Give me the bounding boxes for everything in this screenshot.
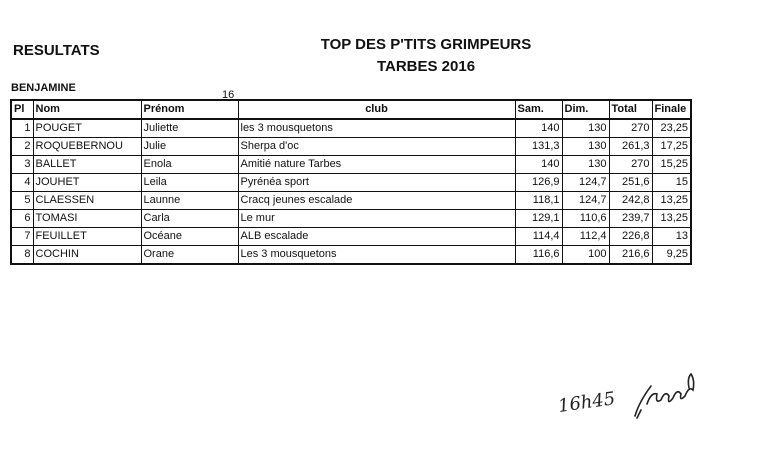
category-label: BENJAMINE xyxy=(11,82,76,94)
handwritten-time-and-signature xyxy=(555,352,705,432)
event-subtitle: TARBES 2016 xyxy=(376,58,476,75)
results-heading: RESULTATS xyxy=(13,42,100,59)
cell-samedi: 126,9 xyxy=(515,174,562,192)
cell-finale: 15,25 xyxy=(652,156,691,174)
cell-samedi: 140 xyxy=(515,119,562,138)
cell-club: Sherpa d'oc xyxy=(238,138,515,156)
cell-dimanche: 130 xyxy=(562,138,609,156)
cell-prenom: Enola xyxy=(141,156,238,174)
participant-count: 16 xyxy=(222,89,235,101)
cell-club: ALB escalade xyxy=(238,228,515,246)
cell-samedi: 129,1 xyxy=(515,210,562,228)
cell-dimanche: 112,4 xyxy=(562,228,609,246)
column-header-samedi: Sam. xyxy=(515,100,562,119)
cell-nom: JOUHET xyxy=(33,174,141,192)
table-row xyxy=(11,156,691,174)
cell-nom: FEUILLET xyxy=(33,228,141,246)
handwritten-time: 16h45 xyxy=(556,388,617,417)
cell-total: 239,7 xyxy=(609,210,652,228)
results-table xyxy=(10,99,692,265)
cell-total: 251,6 xyxy=(609,174,652,192)
cell-total: 261,3 xyxy=(609,138,652,156)
cell-club: les 3 mousquetons xyxy=(238,119,515,138)
cell-total: 242,8 xyxy=(609,192,652,210)
cell-nom: BALLET xyxy=(33,156,141,174)
cell-finale: 17,25 xyxy=(652,138,691,156)
cell-club: Les 3 mousquetons xyxy=(238,246,515,265)
cell-nom: TOMASI xyxy=(33,210,141,228)
cell-club: Pyrénéa sport xyxy=(238,174,515,192)
cell-samedi: 116,6 xyxy=(515,246,562,265)
cell-total: 270 xyxy=(609,119,652,138)
column-header-nom: Nom xyxy=(33,100,141,119)
cell-place: 3 xyxy=(11,156,33,174)
event-title: TOP DES P'TITS GRIMPEURS xyxy=(320,36,532,53)
cell-finale: 13 xyxy=(652,228,691,246)
cell-total: 270 xyxy=(609,156,652,174)
table-row xyxy=(11,119,691,138)
cell-place: 4 xyxy=(11,174,33,192)
cell-prenom: Océane xyxy=(141,228,238,246)
cell-finale: 9,25 xyxy=(652,246,691,265)
column-header-prenom: Prénom xyxy=(141,100,238,119)
cell-dimanche: 124,7 xyxy=(562,192,609,210)
cell-dimanche: 130 xyxy=(562,119,609,138)
cell-club: Amitié nature Tarbes xyxy=(238,156,515,174)
cell-nom: CLAESSEN xyxy=(33,192,141,210)
cell-total: 216,6 xyxy=(609,246,652,265)
cell-nom: ROQUEBERNOU xyxy=(33,138,141,156)
cell-dimanche: 124,7 xyxy=(562,174,609,192)
cell-finale: 13,25 xyxy=(652,210,691,228)
cell-finale: 13,25 xyxy=(652,192,691,210)
cell-prenom: Juliette xyxy=(141,119,238,138)
cell-prenom: Carla xyxy=(141,210,238,228)
cell-prenom: Julie xyxy=(141,138,238,156)
cell-place: 2 xyxy=(11,138,33,156)
cell-club: Le mur xyxy=(238,210,515,228)
cell-samedi: 131,3 xyxy=(515,138,562,156)
cell-samedi: 114,4 xyxy=(515,228,562,246)
cell-total: 226,8 xyxy=(609,228,652,246)
cell-samedi: 118,1 xyxy=(515,192,562,210)
table-row xyxy=(11,192,691,210)
signature xyxy=(635,374,694,418)
table-row xyxy=(11,228,691,246)
column-header-club: club xyxy=(238,100,515,119)
cell-samedi: 140 xyxy=(515,156,562,174)
column-header-total: Total xyxy=(609,100,652,119)
cell-place: 1 xyxy=(11,119,33,138)
table-row xyxy=(11,210,691,228)
column-header-finale: Finale xyxy=(652,100,691,119)
table-header-row xyxy=(11,100,691,119)
table-row xyxy=(11,246,691,265)
cell-place: 7 xyxy=(11,228,33,246)
cell-dimanche: 100 xyxy=(562,246,609,265)
table-row xyxy=(11,174,691,192)
cell-place: 6 xyxy=(11,210,33,228)
cell-place: 8 xyxy=(11,246,33,265)
table-row xyxy=(11,138,691,156)
cell-nom: POUGET xyxy=(33,119,141,138)
cell-prenom: Leila xyxy=(141,174,238,192)
cell-finale: 23,25 xyxy=(652,119,691,138)
cell-prenom: Orane xyxy=(141,246,238,265)
column-header-dimanche: Dim. xyxy=(562,100,609,119)
cell-finale: 15 xyxy=(652,174,691,192)
cell-dimanche: 130 xyxy=(562,156,609,174)
cell-prenom: Launne xyxy=(141,192,238,210)
cell-nom: COCHIN xyxy=(33,246,141,265)
cell-dimanche: 110,6 xyxy=(562,210,609,228)
cell-club: Cracq jeunes escalade xyxy=(238,192,515,210)
column-header-place: Pl xyxy=(11,100,33,119)
cell-place: 5 xyxy=(11,192,33,210)
